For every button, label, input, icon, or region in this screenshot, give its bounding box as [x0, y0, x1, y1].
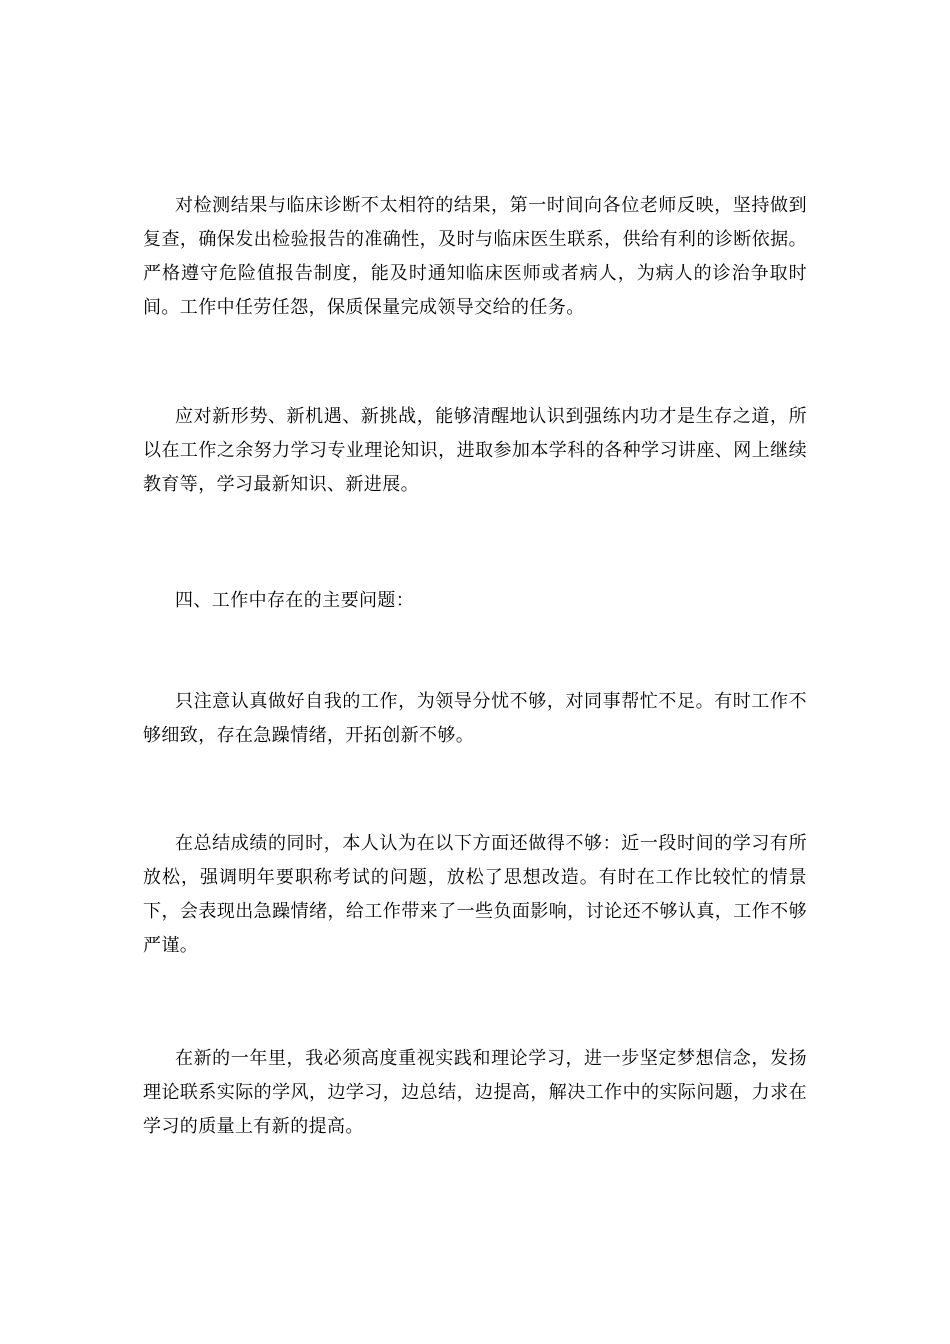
paragraph-own-work: 只注意认真做好自我的工作，为领导分忧不够，对同事帮忙不足。有时工作不够细致，存在急躁情绪，开拓创新不够。: [143, 691, 807, 746]
paragraph-test-results: 对检测结果与临床诊断不太相符的结果，第一时间向各位老师反映，坚持做到复查，确保发出检验报告的准确性，及时与临床医生联系，供给有利的诊断依据。严格遵守危险值报告制度，能及时通知临床医师或者病人，为病人的诊治争取时间。工作中任劳任怨，保质保量完成领导交给的任务。: [143, 195, 807, 318]
section-heading-main-problems: 四、工作中存在的主要问题：: [175, 590, 415, 611]
paragraph-new-year-plan: 在新的一年里，我必须高度重视实践和理论学习，进一步坚定梦想信念，发扬理论联系实际的学风，边学习，边总结，边提高，解决工作中的实际问题，力求在学习的质量上有新的提高。: [143, 1048, 807, 1137]
paragraph-shortcomings: 在总结成绩的同时，本人认为在以下方面还做得不够：近一段时间的学习有所放松，强调明年要职称考试的问题，放松了思想改造。有时在工作比较忙的情景下，会表现出急躁情绪，给工作带来了一些负面影响，讨论还不够认真，工作不够严谨。: [143, 833, 807, 956]
paragraph-new-challenges: 应对新形势、新机遇、新挑战，能够清醒地认识到强练内功才是生存之道，所以在工作之余努力学习专业理论知识，进取参加本学科的各种学习讲座、网上继续教育等，学习最新知识、新进展。: [143, 406, 807, 495]
